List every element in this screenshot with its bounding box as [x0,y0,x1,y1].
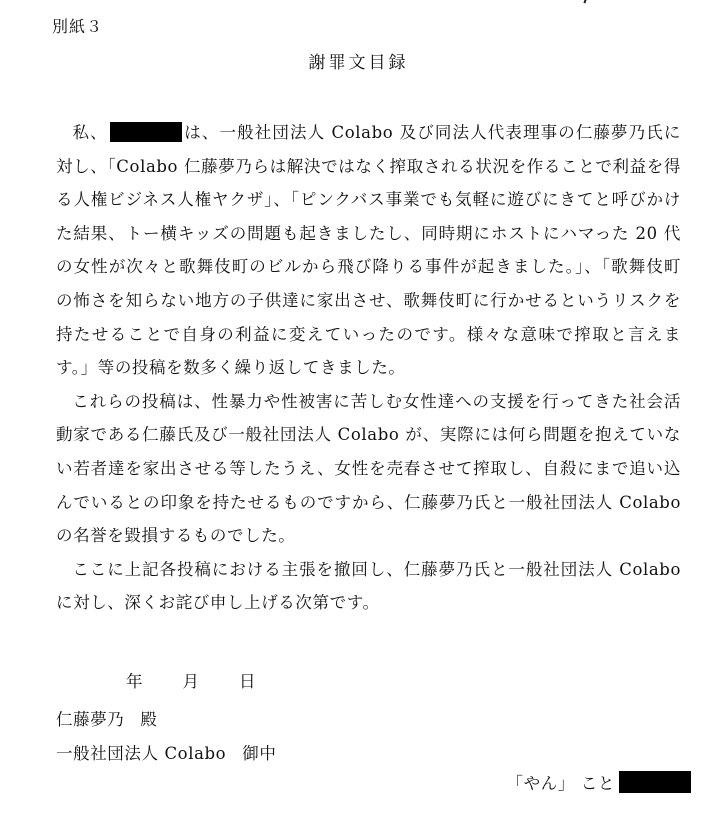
recipient-individual-name: 仁藤夢乃 [56,710,125,729]
paragraph-2-text: これらの投稿は、性暴力や性被害に苦しむ女性達への支援を行ってきた社会活動家である仁藤氏及び一般社団法人 Colabo が、実際には何ら問題を抱えていない若者達を家出させる等したうえ、女性を売春させて搾取し、自殺にまで追い込んでいるとの印象を持たせるものですから、仁藤夢乃氏と一般社団法人 Colabo の名誉を毀損するものでした。 [56,391,681,546]
paragraph-2 [56,385,681,553]
corner-mark [576,0,588,3]
date-line [126,668,256,692]
paragraph-3-text: ここに上記各投稿における主張を撤回し、仁藤夢乃氏と一般社団法人 Colabo に対し、深くお詫び申し上げる次第です。 [56,559,681,613]
recipient-organization-honorific: 御中 [242,744,277,763]
paragraph-1-text: は、一般社団法人 Colabo 及び同法人代表理事の仁藤夢乃氏に対し、「Colabo 仁藤夢乃らは解決ではなく搾取される状況を作ることで利益を得る人権ビジネス人権ヤクザ」、「ピンクバス事業でも気軽に遊びにきてと呼びかけた結果、トー横キッズの問題も起きましたし、同時期にホストにハマった 20 代の女性が次々と歌舞伎町のビルから飛び降りる事件が起きました。」、「歌舞伎町の怖さを知らない地方の子供達に家出させ、歌舞伎町に行かせるというリスクを持たせることで自身の利益に変えていったのです。様々な意味で搾取と言えます。」等の投稿を数多く繰り返してきました。 [56,123,682,378]
recipient-organization [56,740,276,764]
appendix-label: 別紙３ [52,17,104,36]
month-label: 月 [182,672,199,691]
recipient-individual [56,706,158,730]
sender-prefix: 「やん」 こと [506,774,615,793]
paragraph-1 [56,116,681,385]
year-label: 年 [126,672,143,691]
apology-body [56,116,681,620]
redacted-sender-block [619,771,691,793]
sender-line [507,770,691,794]
document-title: 謝罪文目録 [308,53,409,73]
paragraph-3 [56,553,681,620]
recipient-individual-honorific: 殿 [140,710,158,729]
day-label: 日 [239,672,256,691]
paragraph-1-lead: 私、 [72,123,108,142]
recipient-organization-name: 一般社団法人 Colabo [56,744,227,763]
redacted-name-block [110,122,182,142]
